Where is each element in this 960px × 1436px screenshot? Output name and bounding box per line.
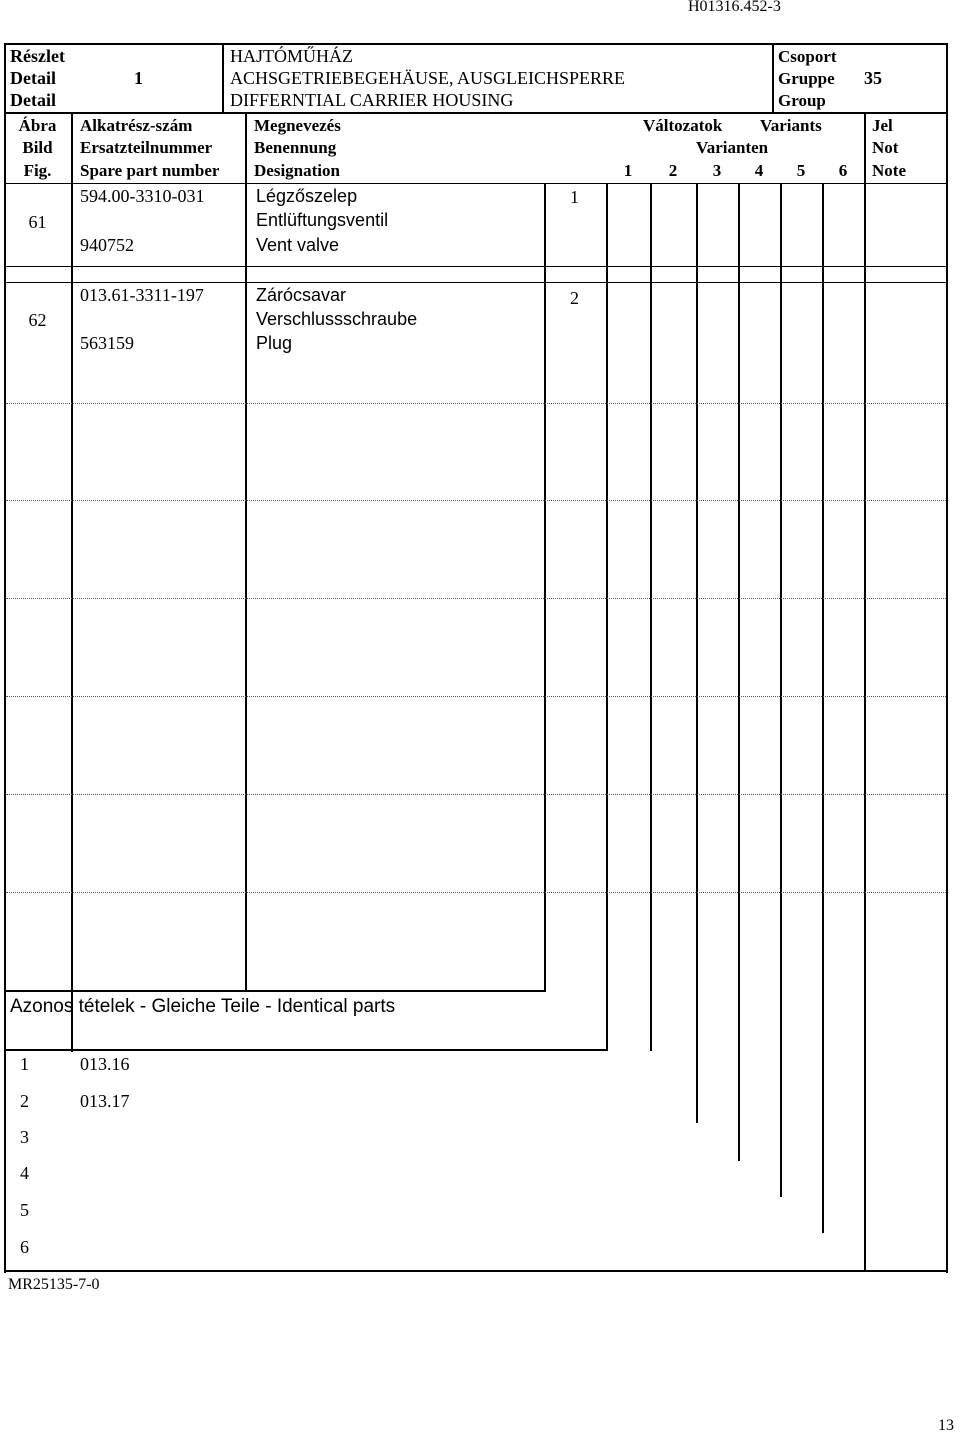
part-number: 013.61-3311-197 <box>80 285 204 305</box>
group-label-hu: Csoport <box>778 47 837 66</box>
variant-number: 3 <box>712 161 722 180</box>
page-number: 13 <box>938 1417 954 1434</box>
fig-heading-en: Fig. <box>23 161 52 180</box>
part-name-en: Vent valve <box>256 235 340 255</box>
alt-part-number: 563159 <box>80 333 134 353</box>
alt-part-number: 940752 <box>80 235 134 255</box>
variant-number: 5 <box>796 161 806 180</box>
title-en: DIFFERNTIAL CARRIER HOUSING <box>230 90 514 110</box>
group-value: 35 <box>864 68 882 88</box>
detail-value: 1 <box>134 68 143 88</box>
part-heading-hu: Alkatrész-szám <box>80 116 193 135</box>
part-name-de: Verschlussschraube <box>256 309 418 329</box>
part-name-en: Plug <box>256 333 293 353</box>
identical-item-number: 6 <box>20 1237 29 1257</box>
note-heading-hu: Jel <box>872 116 893 135</box>
group-label-en: Group <box>778 91 826 110</box>
identical-item-value: 013.17 <box>80 1091 130 1111</box>
quantity: 1 <box>570 187 579 207</box>
document-code: H01316.452-3 <box>688 0 781 15</box>
variant-number: 4 <box>754 161 764 180</box>
fig-number: 62 <box>28 310 47 330</box>
identical-parts-title: Azonos tételek - Gleiche Teile - Identical parts <box>10 996 396 1017</box>
fig-number: 61 <box>28 212 47 232</box>
part-heading-de: Ersatzteilnummer <box>80 138 213 157</box>
variant-number: 2 <box>668 161 678 180</box>
variant-number: 6 <box>838 161 848 180</box>
variants-heading-en: Variants <box>760 116 822 135</box>
part-name-hu: Légzőszelep <box>256 186 358 206</box>
fig-heading-de: Bild <box>22 138 53 157</box>
detail-label-hu: Részlet <box>10 46 65 66</box>
identical-item-number: 3 <box>20 1127 29 1147</box>
detail-label-en: Detail <box>10 90 56 110</box>
group-label-de: Gruppe <box>778 69 835 88</box>
variants-heading-de: Varianten <box>696 138 769 157</box>
part-name-hu: Zárócsavar <box>256 285 347 305</box>
identical-item-number: 1 <box>20 1054 29 1074</box>
detail-label-de: Detail <box>10 68 56 88</box>
name-heading-de: Benennung <box>254 138 337 157</box>
variant-number: 1 <box>623 161 633 180</box>
variants-heading-hu: Változatok <box>643 116 723 135</box>
name-heading-en: Designation <box>254 161 340 180</box>
fig-heading-hu: Ábra <box>18 116 57 135</box>
drawing-code: MR25135-7-0 <box>8 1276 100 1293</box>
part-name-de: Entlüftungsventil <box>256 210 389 230</box>
part-heading-en: Spare part number <box>80 161 220 180</box>
name-heading-hu: Megnevezés <box>254 116 341 135</box>
title-de: ACHSGETRIEBEGEHÄUSE, AUSGLEICHSPERRE <box>230 68 626 88</box>
identical-item-value: 013.16 <box>80 1054 130 1074</box>
note-heading-en: Note <box>872 161 906 180</box>
title-hu: HAJTÓMŰHÁZ <box>230 46 353 66</box>
part-number: 594.00-3310-031 <box>80 186 205 206</box>
identical-item-number: 4 <box>20 1163 29 1183</box>
identical-item-number: 2 <box>20 1091 29 1111</box>
note-heading-de: Not <box>872 138 899 157</box>
identical-item-number: 5 <box>20 1200 29 1220</box>
quantity: 2 <box>570 288 579 308</box>
